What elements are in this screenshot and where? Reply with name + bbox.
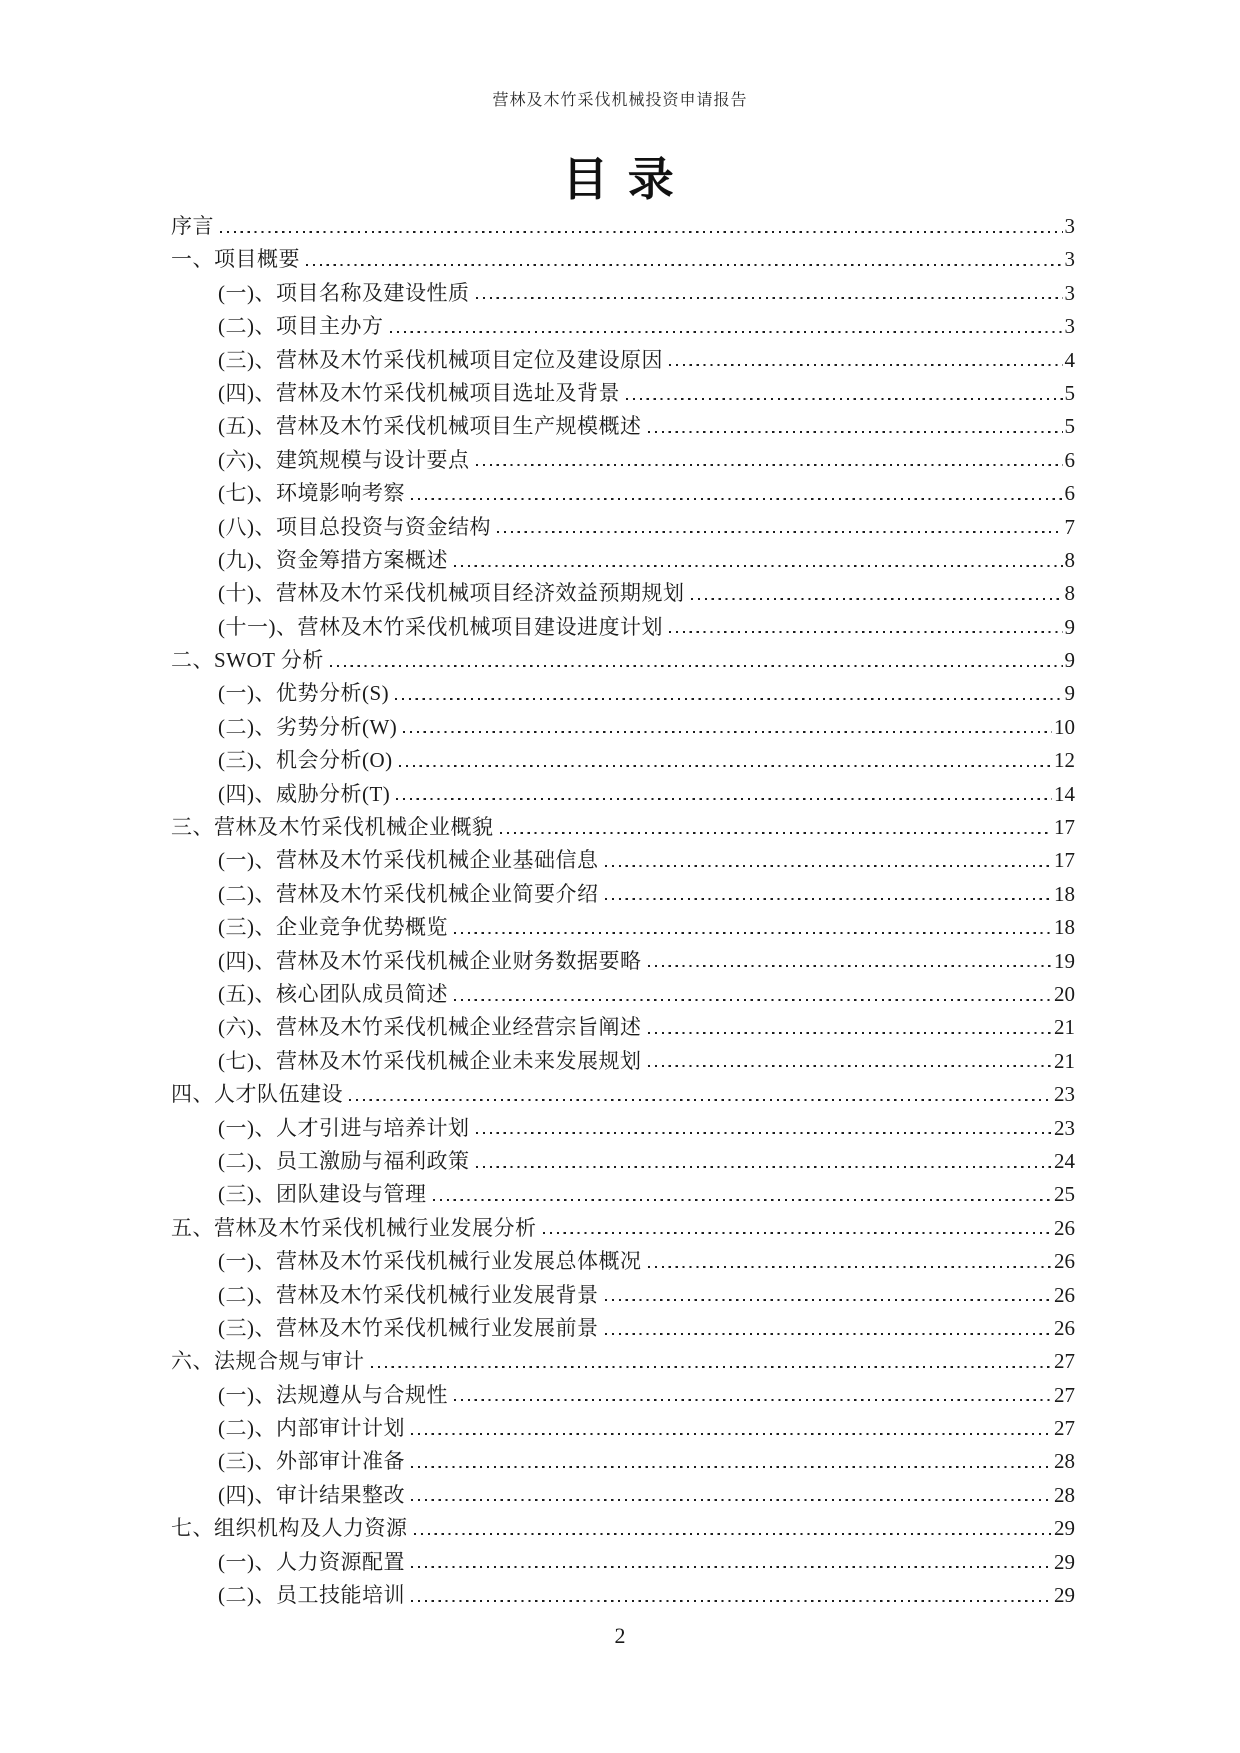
- toc-entry-label: (一)、人力资源配置: [218, 1549, 405, 1574]
- toc-entry-label: (六)、营林及木竹采伐机械企业经营宗旨阐述: [218, 1015, 642, 1040]
- toc-entry-label: (二)、营林及木竹采伐机械行业发展背景: [218, 1282, 599, 1307]
- toc-entry-label: (六)、建筑规模与设计要点: [218, 447, 470, 472]
- toc-entry-label: (十)、营林及木竹采伐机械项目经济效益预期规划: [218, 581, 685, 606]
- toc-entry-page-number: 17: [1054, 815, 1075, 840]
- toc-leader-dots: [648, 1263, 1053, 1268]
- toc-entry[interactable]: [171, 677, 1075, 710]
- toc-entry-page-number: 28: [1054, 1449, 1075, 1474]
- toc-leader-dots: [543, 1230, 1053, 1235]
- toc-entry[interactable]: [171, 544, 1075, 577]
- page-title: 目 录: [562, 154, 678, 205]
- toc-entry-page-number: 12: [1054, 748, 1075, 773]
- toc-entry-label: (一)、项目名称及建设性质: [218, 280, 470, 305]
- toc-leader-dots: [411, 1463, 1052, 1468]
- toc-entry-page-number: 9: [1064, 681, 1075, 706]
- toc-leader-dots: [454, 1397, 1052, 1402]
- toc-entry[interactable]: [171, 711, 1075, 744]
- toc-entry-label: (三)、企业竞争优势概览: [218, 915, 448, 940]
- toc-entry-label: (九)、资金筹措方案概述: [218, 547, 448, 572]
- toc-entry[interactable]: [171, 1512, 1075, 1545]
- toc-entry[interactable]: [171, 1479, 1075, 1512]
- toc-leader-dots: [411, 495, 1063, 500]
- toc-entry-page-number: 3: [1064, 280, 1075, 305]
- toc-entry-label: (二)、员工技能培训: [218, 1583, 405, 1608]
- toc-entry-page-number: 27: [1054, 1349, 1075, 1374]
- toc-leader-dots: [605, 896, 1053, 901]
- toc-entry-label: (三)、团队建设与管理: [218, 1182, 427, 1207]
- toc-entry-page-number: 19: [1054, 948, 1075, 973]
- toc-leader-dots: [220, 228, 1063, 233]
- toc-leader-dots: [390, 328, 1063, 333]
- toc-entry-label: (五)、核心团队成员简述: [218, 981, 448, 1006]
- toc-entry[interactable]: [171, 744, 1075, 777]
- toc-entry-page-number: 23: [1054, 1115, 1075, 1140]
- toc-entry-label: 七、组织机构及人力资源: [171, 1516, 408, 1541]
- toc-leader-dots: [399, 762, 1052, 767]
- toc-entry-label: (一)、人才引进与培养计划: [218, 1115, 470, 1140]
- toc-entry-label: (二)、项目主办方: [218, 314, 384, 339]
- toc-entry[interactable]: [171, 1312, 1075, 1345]
- toc-entry-page-number: 18: [1054, 915, 1075, 940]
- toc-entry-page-number: 8: [1064, 581, 1075, 606]
- toc-leader-dots: [497, 529, 1063, 534]
- toc-leader-dots: [306, 261, 1063, 266]
- toc-entry-label: (四)、审计结果整改: [218, 1482, 405, 1507]
- toc-entry[interactable]: [171, 978, 1075, 1011]
- toc-entry[interactable]: [171, 611, 1075, 644]
- toc-entry[interactable]: [171, 1145, 1075, 1178]
- toc-leader-dots: [411, 1430, 1052, 1435]
- toc-leader-dots: [476, 462, 1063, 467]
- toc-entry-page-number: 9: [1064, 614, 1075, 639]
- toc-entry-page-number: 23: [1054, 1082, 1075, 1107]
- toc-entry-label: 序言: [171, 214, 214, 238]
- toc-entry-label: (三)、营林及木竹采伐机械项目定位及建设原因: [218, 347, 663, 372]
- toc-entry-label: (四)、营林及木竹采伐机械企业财务数据要略: [218, 948, 642, 973]
- toc-leader-dots: [371, 1363, 1053, 1368]
- toc-leader-dots: [396, 796, 1052, 801]
- toc-entry-label: (七)、环境影响考察: [218, 481, 405, 506]
- toc-leader-dots: [648, 1063, 1053, 1068]
- toc-leader-dots: [476, 295, 1063, 300]
- toc-entry-label: (五)、营林及木竹采伐机械项目生产规模概述: [218, 414, 642, 439]
- toc-entry-label: (二)、内部审计计划: [218, 1416, 405, 1441]
- toc-entry-label: (三)、营林及木竹采伐机械行业发展前景: [218, 1315, 599, 1340]
- toc-entry-label: (一)、法规遵从与合规性: [218, 1382, 448, 1407]
- toc-entry[interactable]: [171, 243, 1075, 276]
- toc-entry-page-number: 26: [1054, 1315, 1075, 1340]
- toc-entry-page-number: 3: [1064, 247, 1075, 272]
- toc-leader-dots: [433, 1196, 1053, 1201]
- toc-entry[interactable]: [171, 1445, 1075, 1478]
- toc-entry-page-number: 17: [1054, 848, 1075, 873]
- toc-leader-dots: [411, 1497, 1052, 1502]
- toc-entry-page-number: 21: [1054, 1015, 1075, 1040]
- toc-entry-label: (二)、劣势分析(W): [218, 714, 398, 739]
- toc-entry[interactable]: [171, 1345, 1075, 1378]
- toc-leader-dots: [454, 562, 1063, 567]
- toc-entry-page-number: 28: [1054, 1482, 1075, 1507]
- toc-entry-page-number: 6: [1064, 447, 1075, 472]
- toc-leader-dots: [648, 1029, 1053, 1034]
- toc-entry-page-number: 26: [1054, 1215, 1075, 1240]
- toc-entry-page-number: 5: [1064, 380, 1075, 405]
- toc-entry[interactable]: [171, 1579, 1075, 1612]
- toc-entry[interactable]: [171, 1011, 1075, 1044]
- toc-entry-page-number: 14: [1054, 781, 1075, 806]
- toc-leader-dots: [605, 862, 1053, 867]
- toc-entry-label: (四)、威胁分析(T): [218, 781, 391, 806]
- toc-entry[interactable]: [171, 778, 1075, 811]
- toc-leader-dots: [605, 1330, 1053, 1335]
- toc-entry-label: 五、营林及木竹采伐机械行业发展分析: [171, 1215, 537, 1240]
- toc-entry-page-number: 6: [1064, 481, 1075, 506]
- toc-entry[interactable]: [171, 811, 1075, 844]
- toc-entry-label: (一)、营林及木竹采伐机械行业发展总体概况: [218, 1249, 642, 1274]
- toc-entry-label: (一)、优势分析(S): [218, 681, 390, 706]
- toc-entry[interactable]: [171, 344, 1075, 377]
- toc-entry[interactable]: [171, 410, 1075, 443]
- toc-entry[interactable]: [171, 377, 1075, 410]
- toc-entry[interactable]: [171, 310, 1075, 343]
- toc-entry[interactable]: [171, 277, 1075, 310]
- toc-entry-page-number: 18: [1054, 881, 1075, 906]
- toc-entry[interactable]: [171, 1078, 1075, 1111]
- toc-entry-page-number: 29: [1054, 1516, 1075, 1541]
- toc-entry-page-number: 4: [1064, 347, 1075, 372]
- toc-entry[interactable]: [171, 945, 1075, 978]
- toc-entry[interactable]: [171, 844, 1075, 877]
- toc-leader-dots: [500, 829, 1053, 834]
- toc-entry[interactable]: [171, 1412, 1075, 1445]
- toc-leader-dots: [403, 729, 1052, 734]
- toc-entry-label: (八)、项目总投资与资金结构: [218, 514, 491, 539]
- toc-entry-label: 四、人才队伍建设: [171, 1082, 343, 1107]
- toc-leader-dots: [691, 595, 1063, 600]
- toc-entry[interactable]: [171, 878, 1075, 911]
- toc-leader-dots: [648, 428, 1063, 433]
- toc-leader-dots: [476, 1163, 1053, 1168]
- toc-entry[interactable]: [171, 1279, 1075, 1312]
- document-header-title: 营林及木竹采伐机械投资申请报告: [492, 92, 748, 109]
- toc-leader-dots: [414, 1530, 1053, 1535]
- toc-entry-label: 二、SWOT 分析: [171, 648, 324, 673]
- toc-entry-page-number: 8: [1064, 547, 1075, 572]
- toc-entry-page-number: 9: [1064, 648, 1075, 673]
- toc-entry-page-number: 29: [1054, 1583, 1075, 1608]
- toc-entry[interactable]: [171, 1245, 1075, 1278]
- toc-entry[interactable]: [171, 210, 1075, 243]
- toc-entry-label: (二)、员工激励与福利政策: [218, 1148, 470, 1173]
- table-of-contents: [171, 210, 1075, 1612]
- toc-leader-dots: [454, 929, 1052, 934]
- toc-entry-label: (二)、营林及木竹采伐机械企业简要介绍: [218, 881, 599, 906]
- toc-leader-dots: [330, 662, 1063, 667]
- toc-entry[interactable]: [171, 477, 1075, 510]
- toc-leader-dots: [626, 395, 1063, 400]
- toc-entry-page-number: 24: [1054, 1148, 1075, 1173]
- page-number-footer: 2: [614, 1623, 626, 1648]
- toc-entry-label: (四)、营林及木竹采伐机械项目选址及背景: [218, 380, 620, 405]
- toc-entry-label: 六、法规合规与审计: [171, 1349, 365, 1374]
- toc-entry-page-number: 25: [1054, 1182, 1075, 1207]
- toc-entry[interactable]: [171, 1379, 1075, 1412]
- toc-leader-dots: [411, 1597, 1052, 1602]
- toc-leader-dots: [669, 362, 1063, 367]
- toc-entry-label: 三、营林及木竹采伐机械企业概貌: [171, 815, 494, 840]
- toc-entry-page-number: 27: [1054, 1416, 1075, 1441]
- toc-leader-dots: [476, 1130, 1053, 1135]
- toc-entry-page-number: 29: [1054, 1549, 1075, 1574]
- toc-entry-label: (七)、营林及木竹采伐机械企业未来发展规划: [218, 1048, 642, 1073]
- toc-entry[interactable]: [171, 1112, 1075, 1145]
- toc-leader-dots: [395, 695, 1062, 700]
- toc-entry-page-number: 27: [1054, 1382, 1075, 1407]
- toc-entry[interactable]: [171, 577, 1075, 610]
- toc-entry-page-number: 20: [1054, 981, 1075, 1006]
- toc-leader-dots: [349, 1096, 1052, 1101]
- toc-entry[interactable]: [171, 1178, 1075, 1211]
- toc-entry-label: (十一)、营林及木竹采伐机械项目建设进度计划: [218, 614, 663, 639]
- toc-entry-label: (三)、外部审计准备: [218, 1449, 405, 1474]
- toc-leader-dots: [454, 996, 1052, 1001]
- toc-entry-label: 一、项目概要: [171, 247, 300, 272]
- toc-entry[interactable]: [171, 1045, 1075, 1078]
- toc-leader-dots: [648, 963, 1053, 968]
- toc-entry[interactable]: [171, 911, 1075, 944]
- toc-entry-page-number: 21: [1054, 1048, 1075, 1073]
- toc-entry-label: (三)、机会分析(O): [218, 748, 393, 773]
- toc-entry-page-number: 26: [1054, 1249, 1075, 1274]
- toc-entry-label: (一)、营林及木竹采伐机械企业基础信息: [218, 848, 599, 873]
- toc-entry-page-number: 7: [1064, 514, 1075, 539]
- toc-entry[interactable]: [171, 1546, 1075, 1579]
- toc-entry-page-number: 3: [1064, 214, 1075, 238]
- toc-entry-page-number: 3: [1064, 314, 1075, 339]
- toc-entry-page-number: 5: [1064, 414, 1075, 439]
- toc-leader-dots: [669, 629, 1063, 634]
- toc-entry[interactable]: [171, 511, 1075, 544]
- toc-entry-page-number: 26: [1054, 1282, 1075, 1307]
- toc-entry-page-number: 10: [1054, 714, 1075, 739]
- toc-entry[interactable]: [171, 1212, 1075, 1245]
- toc-entry[interactable]: [171, 444, 1075, 477]
- toc-leader-dots: [605, 1297, 1053, 1302]
- toc-entry[interactable]: [171, 644, 1075, 677]
- toc-leader-dots: [411, 1564, 1052, 1569]
